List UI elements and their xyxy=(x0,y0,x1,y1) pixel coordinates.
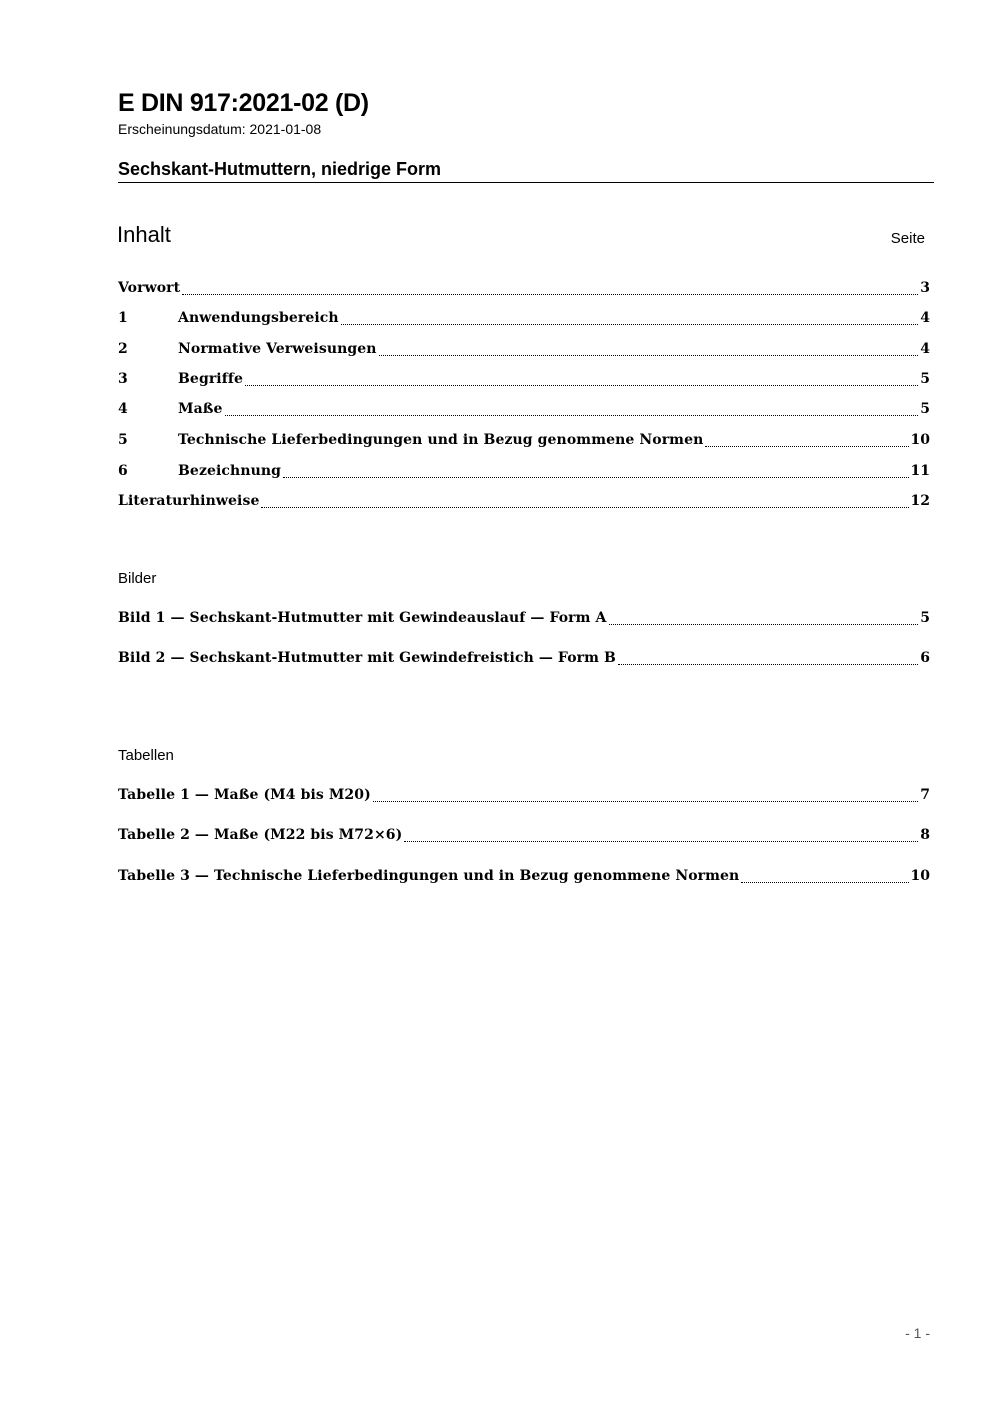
toc-entry-text: Anwendungsbereich xyxy=(178,310,339,326)
toc-entry-text: Literaturhinweise xyxy=(118,493,260,509)
toc-entry-text: Maße xyxy=(178,401,223,417)
toc-entry-page: 5 xyxy=(920,371,930,387)
toc-entry-page: 12 xyxy=(910,493,930,509)
toc-entry-number: 1 xyxy=(118,310,128,326)
table-entry-text: Tabelle 2 — Maße (M22 bis M72×6) xyxy=(118,827,403,843)
table-entry-page: 8 xyxy=(920,827,930,843)
title-divider xyxy=(118,182,934,183)
toc-entry-text: Bezeichnung xyxy=(178,463,282,479)
toc-entry-number: 3 xyxy=(118,371,128,387)
toc-entry-number: 6 xyxy=(118,463,128,479)
toc-entry-normative-verweisungen[interactable] xyxy=(118,341,930,361)
figure-entry-text: Bild 1 — Sechskant-Hutmutter mit Gewindeauslauf — Form A xyxy=(118,610,607,626)
document-title: E DIN 917:2021-02 (D) xyxy=(118,89,369,117)
toc-entry-page: 4 xyxy=(920,310,930,326)
toc-entry-anwendungsbereich[interactable] xyxy=(118,310,930,330)
dot-leader xyxy=(741,881,908,883)
toc-entry-page: 10 xyxy=(910,432,930,448)
table-entry-text: Tabelle 3 — Technische Lieferbedingungen und in Bezug genommene Normen xyxy=(118,868,740,884)
figures-heading: Bilder xyxy=(118,570,157,587)
dot-leader xyxy=(404,840,918,842)
dot-leader xyxy=(341,323,919,325)
toc-entry-text: Begriffe xyxy=(178,371,243,387)
dot-leader xyxy=(283,476,908,478)
dot-leader xyxy=(609,623,919,625)
dot-leader xyxy=(261,506,908,508)
toc-heading: Inhalt xyxy=(117,222,171,247)
toc-entry-page: 11 xyxy=(910,463,930,479)
dot-leader xyxy=(618,663,918,665)
table-entry-3[interactable] xyxy=(118,868,930,888)
toc-entry-page: 4 xyxy=(920,341,930,357)
toc-entry-text: Vorwort xyxy=(118,280,181,296)
table-entry-text: Tabelle 1 — Maße (M4 bis M20) xyxy=(118,787,371,803)
toc-entry-masse[interactable] xyxy=(118,401,930,421)
toc-entry-bezeichnung[interactable] xyxy=(118,463,930,483)
dot-leader xyxy=(245,384,918,386)
table-entry-1[interactable] xyxy=(118,787,930,807)
publication-date: Erscheinungsdatum: 2021-01-08 xyxy=(118,121,322,137)
toc-entry-text: Normative Verweisungen xyxy=(178,341,377,357)
figure-entry-1[interactable] xyxy=(118,610,930,630)
dot-leader xyxy=(705,445,908,447)
toc-entry-literaturhinweise[interactable] xyxy=(118,493,930,513)
figure-entry-2[interactable] xyxy=(118,650,930,670)
dot-leader xyxy=(225,414,919,416)
toc-page-column-label: Seite xyxy=(890,230,925,247)
tables-heading: Tabellen xyxy=(118,747,174,764)
toc-entry-technische-lieferbedingungen[interactable] xyxy=(118,432,930,452)
toc-entry-begriffe[interactable] xyxy=(118,371,930,391)
toc-entry-page: 3 xyxy=(920,280,930,296)
toc-entry-number: 5 xyxy=(118,432,128,448)
dot-leader xyxy=(182,293,918,295)
figure-entry-text: Bild 2 — Sechskant-Hutmutter mit Gewindefreistich — Form B xyxy=(118,650,616,666)
document-subject: Sechskant-Hutmuttern, niedrige Form xyxy=(118,159,442,179)
toc-entry-text: Technische Lieferbedingungen und in Bezug genommene Normen xyxy=(178,432,704,448)
figure-entry-page: 6 xyxy=(920,650,930,666)
table-entry-page: 7 xyxy=(920,787,930,803)
table-entry-2[interactable] xyxy=(118,827,930,847)
toc-entry-number: 2 xyxy=(118,341,128,357)
dot-leader xyxy=(373,800,918,802)
dot-leader xyxy=(379,354,919,356)
toc-entry-page: 5 xyxy=(920,401,930,417)
toc-entry-vorwort[interactable] xyxy=(118,280,930,300)
toc-entry-number: 4 xyxy=(118,401,128,417)
table-entry-page: 10 xyxy=(910,868,930,884)
figure-entry-page: 5 xyxy=(920,610,930,626)
page-number: - 1 - xyxy=(905,1325,930,1341)
